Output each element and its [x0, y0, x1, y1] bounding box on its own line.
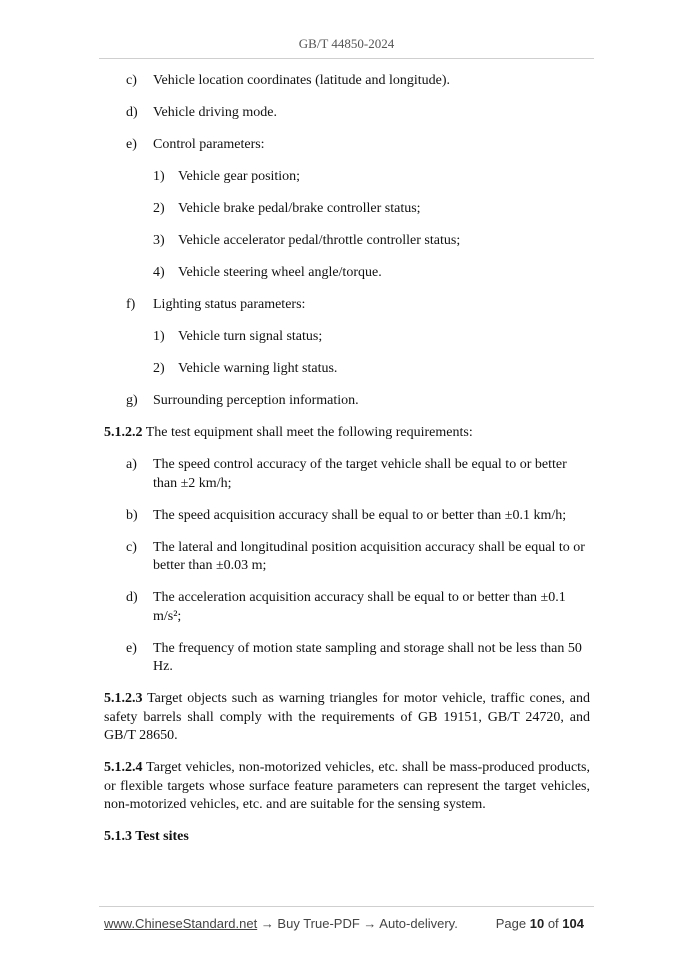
- list-marker: d): [126, 105, 138, 120]
- of-label: of: [547, 916, 559, 931]
- footer-divider: [99, 906, 594, 907]
- list-item-text: The acceleration acquisition accuracy shall be equal to or better than ±0.1 m/s²;: [153, 590, 566, 624]
- clause-text: Target vehicles, non-motorized vehicles, etc. shall be mass-produced products, or flexible targets whose surface feature parameters can represent the target vehicles, non-motorized vehicles, etc. and are suitable for the sensing system.: [104, 760, 590, 812]
- list-marker: e): [126, 640, 137, 656]
- list-marker: c): [126, 539, 137, 555]
- list-marker: 4): [153, 265, 165, 280]
- list-item: [104, 296, 590, 315]
- sub-list-item: [104, 328, 590, 347]
- requirement-item: [104, 539, 590, 576]
- page-label: Page: [495, 916, 527, 931]
- clause-number: 5.1.2.3: [104, 691, 143, 706]
- clause-text: The test equipment shall meet the following requirements:: [142, 425, 473, 440]
- list-marker: b): [126, 507, 138, 523]
- page-indicator: [496, 916, 584, 931]
- site-link[interactable]: www.ChineseStandard.net: [104, 916, 258, 931]
- list-item-text: Control parameters:: [153, 137, 265, 152]
- footer-tagline: → Buy True-PDF → Auto-delivery.: [257, 916, 458, 931]
- list-item-text: Vehicle driving mode.: [153, 105, 278, 120]
- list-marker: g): [126, 393, 138, 408]
- list-item: [104, 72, 590, 91]
- clause-5-1-2-4: [104, 759, 590, 815]
- list-item-text: Vehicle brake pedal/brake controller status;: [178, 201, 421, 216]
- list-item-text: Vehicle gear position;: [178, 169, 301, 184]
- list-item-text: The speed control accuracy of the target vehicle shall be equal to or better than ±2 km/h;: [153, 457, 567, 491]
- list-marker: 1): [153, 169, 165, 184]
- clause-5-1-2-2: [104, 424, 590, 443]
- list-marker: 2): [153, 201, 165, 216]
- section-heading: 5.1.3 Test sites: [104, 829, 189, 844]
- list-item-text: The speed acquisition accuracy shall be equal to or better than ±0.1 km/h;: [153, 507, 567, 523]
- requirement-item: [104, 507, 590, 526]
- clause-number: 5.1.2.2: [104, 425, 143, 440]
- list-item-text: The frequency of motion state sampling and storage shall not be less than 50 Hz.: [153, 640, 582, 674]
- requirement-item: [104, 456, 590, 493]
- list-marker: f): [126, 297, 136, 312]
- list-item-text: Vehicle location coordinates (latitude and longitude).: [153, 73, 451, 88]
- total-pages: 104: [562, 916, 584, 931]
- list-marker: 1): [153, 329, 165, 344]
- requirement-item: [104, 589, 590, 626]
- page-footer: [104, 916, 590, 931]
- list-marker: c): [126, 73, 137, 88]
- list-item-text: Vehicle turn signal status;: [178, 329, 323, 344]
- clause-text: Target objects such as warning triangles for motor vehicle, traffic cones, and safety barrels shall comply with the requirements of GB 19151, GB/T 24720, and GB/T 28650.: [104, 691, 590, 743]
- list-item: [104, 136, 590, 155]
- list-item-text: Surrounding perception information.: [153, 393, 359, 408]
- list-item-text: Vehicle steering wheel angle/torque.: [178, 265, 382, 280]
- list-marker: d): [126, 590, 138, 605]
- list-marker: 3): [153, 233, 165, 248]
- requirement-item: [104, 640, 590, 677]
- sub-list-item: [104, 264, 590, 283]
- list-marker: 2): [153, 361, 165, 376]
- clause-number: 5.1.2.4: [104, 760, 143, 775]
- list-item-text: The lateral and longitudinal position acquisition accuracy shall be equal to or better than ±0.03 m;: [153, 539, 585, 573]
- sub-list-item: [104, 232, 590, 251]
- list-item-text: Vehicle warning light status.: [178, 361, 338, 376]
- list-item-text: Vehicle accelerator pedal/throttle controller status;: [178, 233, 461, 248]
- list-item-text: Lighting status parameters:: [153, 297, 306, 312]
- sub-list-item: [104, 168, 590, 187]
- page-body: [104, 72, 590, 847]
- sub-list-item: [104, 360, 590, 379]
- list-marker: a): [126, 457, 137, 472]
- header-divider: [99, 58, 594, 59]
- clause-5-1-2-3: [104, 690, 590, 746]
- current-page-number: 10: [529, 916, 545, 931]
- list-marker: e): [126, 137, 137, 152]
- running-header: GB/T 44850-2024: [298, 36, 395, 51]
- sub-list-item: [104, 200, 590, 219]
- list-item: [104, 104, 590, 123]
- list-item: [104, 392, 590, 411]
